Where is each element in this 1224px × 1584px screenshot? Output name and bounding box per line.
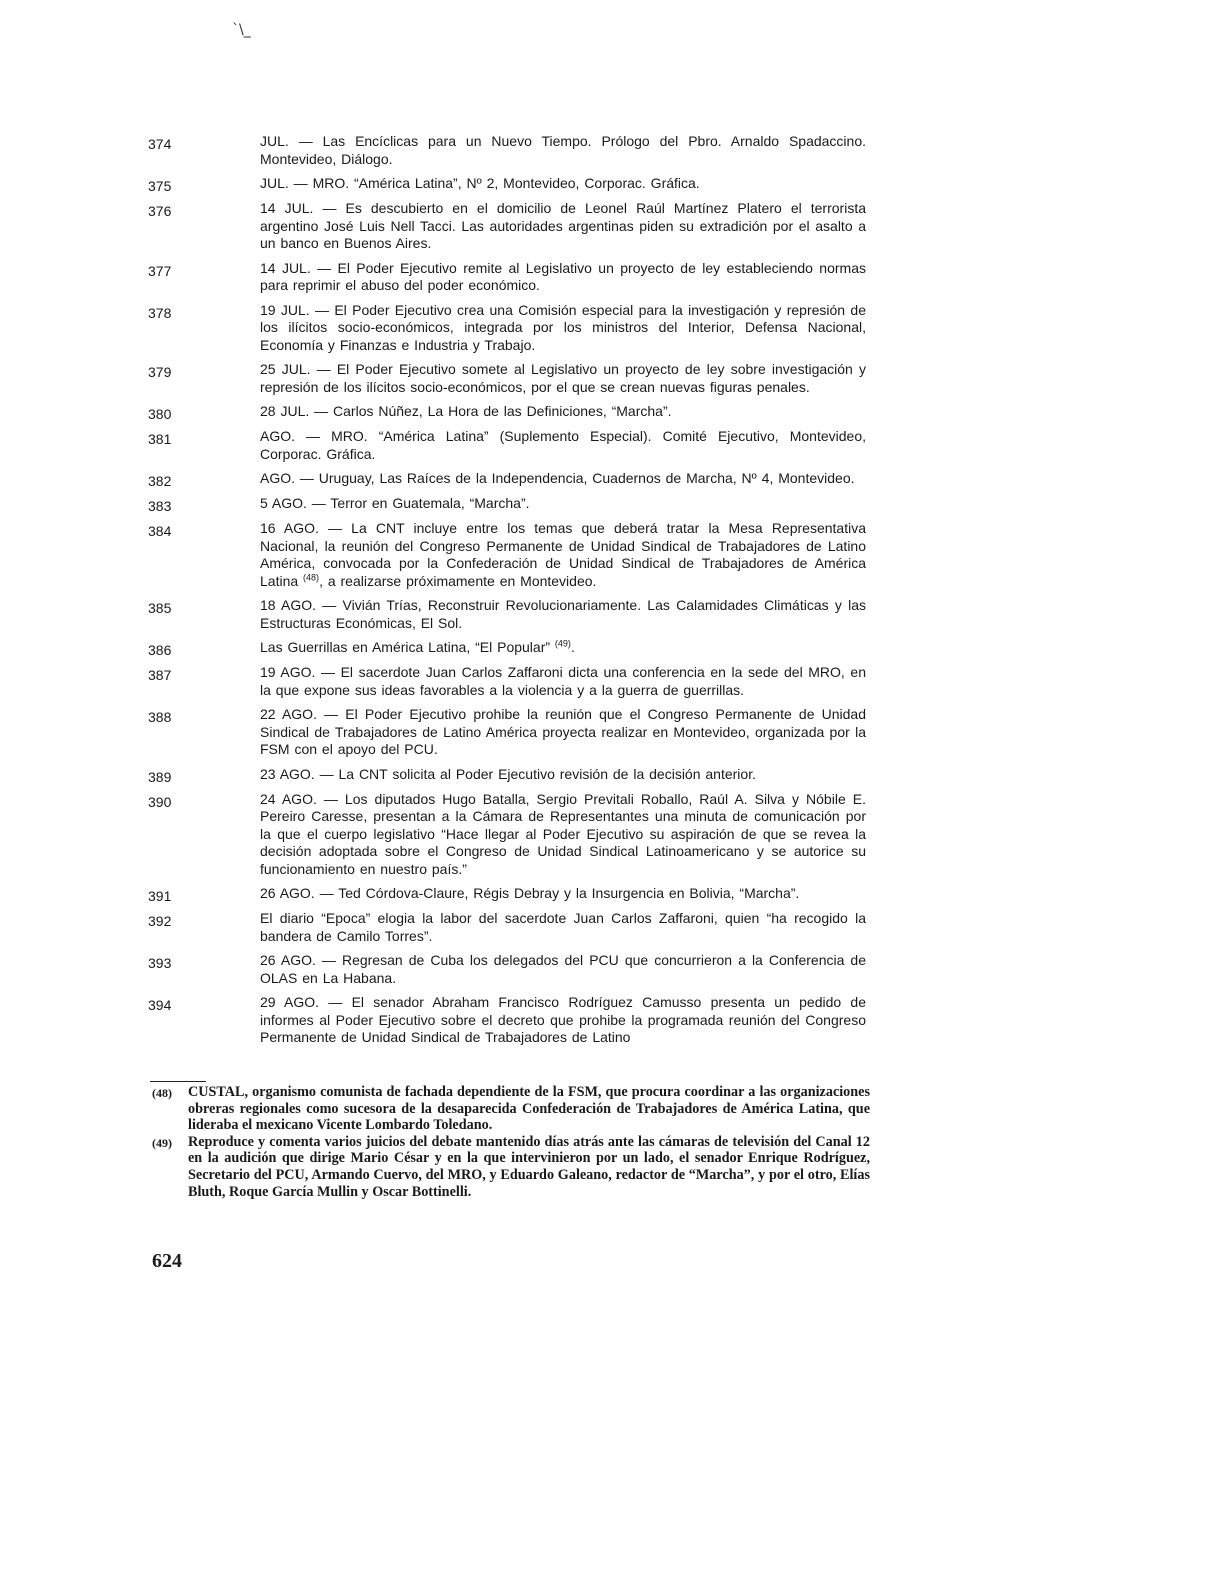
entry-text-main: 22 AGO. — El Poder Ejecutivo prohibe la reunión que el Congreso Permanente de Unidad Sindical de Trabajadores de Latino América proyecta realizar en Montevideo, organizada por la FSM con el apoyo del PCU. <box>260 706 866 757</box>
chronology-entry <box>0 302 1224 355</box>
entry-text <box>260 470 866 488</box>
chronology-entry <box>0 495 1224 513</box>
entry-number: 375 <box>148 178 172 194</box>
entry-text <box>260 885 866 903</box>
chronology-entry <box>0 952 1224 987</box>
entry-text <box>260 133 866 168</box>
entry-text-main: 14 JUL. — El Poder Ejecutivo remite al Legislativo un proyecto de ley estableciendo normas para reprimir el abuso del poder económico. <box>260 259 866 293</box>
entry-text <box>260 910 866 945</box>
entry-text <box>260 664 866 699</box>
entry-text-main: Las Guerrillas en América Latina, “El Popular” <box>260 639 551 655</box>
entry-number: 377 <box>148 262 172 279</box>
chronology-entry <box>0 791 1224 879</box>
entry-text-main: 5 AGO. — Terror en Guatemala, “Marcha”. <box>260 495 530 511</box>
entry-text <box>260 994 866 1047</box>
entry-number: 390 <box>148 793 172 810</box>
entry-text-main: JUL. — Las Encíclicas para un Nuevo Tiempo. Prólogo del Pbro. Arnaldo Spadaccino. Montevideo, Diálogo. <box>260 133 866 167</box>
entry-text <box>260 200 866 253</box>
entry-text-main: AGO. — Uruguay, Las Raíces de la Independencia, Cuadernos de Marcha, Nº 4, Montevideo. <box>260 470 855 486</box>
page-number: 624 <box>152 1250 182 1272</box>
chronology-entry <box>0 706 1224 759</box>
entry-text-main: 18 AGO. — Vivián Trías, Reconstruir Revolucionariamente. Las Calamidades Climáticas y las Estructuras Económicas, El Sol. <box>260 597 866 631</box>
entry-number: 385 <box>148 600 172 616</box>
entry-number: 394 <box>148 997 172 1013</box>
chronology-entry <box>0 470 1224 488</box>
entry-text-main: 14 JUL. — Es descubierto en el domicilio de Leonel Raúl Martínez Platero el terrorista argentino José Luis Nell Tacci. Las autoridades argentinas piden su extradición por el asalto a un banco en Buenos Aires. <box>260 200 866 251</box>
chronology-entry <box>0 175 1224 193</box>
entry-text <box>260 791 866 879</box>
entry-text <box>260 952 866 987</box>
entry-text <box>260 706 866 759</box>
chronology-entry <box>0 766 1224 784</box>
footnote-text: CUSTAL, organismo comunista de fachada dependiente de la FSM, que procura coordinar a las organizaciones obreras regionales como sucesora de la desaparecida Confederación de Trabajadores de América Latina, que lideraba el mexicano Vicente Lombardo Toledano. <box>188 1084 870 1134</box>
entry-text-main: 29 AGO. — El senador Abraham Francisco Rodríguez Camusso presenta un pedido de informes al Poder Ejecutivo sobre el decreto que prohibe la programada reunión del Congreso Permanente de Unidad Sindical de Trabajadores de Latino <box>260 994 866 1045</box>
chronology-entry <box>0 133 1224 168</box>
footnotes <box>152 1084 870 1200</box>
entry-text-main: 28 JUL. — Carlos Núñez, La Hora de las Definiciones, “Marcha”. <box>260 403 672 419</box>
entry-text-main: 16 AGO. — La CNT incluye entre los temas que deberá tratar la Mesa Representativa Nacional, la reunión del Congreso Permanente de Unidad Sindical de Trabajadores de Latino América, convocada por la Confederación de Unidad Sindical de Trabajadores de América Latina <box>260 520 866 589</box>
entry-text-main: 23 AGO. — La CNT solicita al Poder Ejecutivo revisión de la decisión anterior. <box>260 765 756 782</box>
entry-text-continuation: , a realizarse próximamente en Montevideo. <box>319 572 597 589</box>
entry-number: 376 <box>148 203 172 219</box>
entry-number: 380 <box>148 406 172 422</box>
entry-number: 381 <box>148 431 172 447</box>
footnote <box>152 1084 870 1134</box>
entry-text-main: 26 AGO. — Regresan de Cuba los delegados del PCU que concurrieron a la Conferencia de OLAS en La Habana. <box>260 952 866 986</box>
entry-text-main: JUL. — MRO. “América Latina”, Nº 2, Montevideo, Corporac. Gráfica. <box>260 175 700 191</box>
entry-number: 378 <box>148 304 172 321</box>
entry-text <box>260 175 866 193</box>
footnote-number: (48) <box>152 1086 172 1100</box>
entry-text-main: El diario “Epoca” elogia la labor del sacerdote Juan Carlos Zaffaroni, quien “ha recogido la bandera de Camilo Torres”. <box>260 910 866 944</box>
entry-number: 383 <box>148 498 172 514</box>
footnote-number: (49) <box>152 1135 172 1150</box>
scan-mark: ˋ\_ <box>232 22 251 38</box>
entry-text-main: 24 AGO. — Los diputados Hugo Batalla, Sergio Previtali Roballo, Raúl A. Silva y Nóbile E. Pereiro Caresse, presentan a la Cámara de Representantes una minuta de comunicación por la que el cuerpo legislativo “Hace llegar al Poder Ejecutivo su aspiración de que se revea la decisión adoptada sobre el Congreso de Unidad Sindical Latinoamericano y se autorice su funcionamiento en nuestro país.” <box>260 790 866 877</box>
entry-text-main: 19 JUL. — El Poder Ejecutivo crea una Comisión especial para la investigación y represión de los ilícitos socio-económicos, integrada por los ministros del Interior, Defensa Nacional, Economía y Finanzas e Industria y Trabajo. <box>260 301 866 353</box>
entry-text <box>260 766 866 784</box>
entry-text <box>260 520 866 590</box>
chronology-entry <box>0 361 1224 396</box>
entry-text-main: 26 AGO. — Ted Córdova-Claure, Régis Debray y la Insurgencia en Bolivia, “Marcha”. <box>260 885 800 901</box>
entry-text-main: AGO. — MRO. “América Latina” (Suplemento Especial). Comité Ejecutivo, Montevideo, Corporac. Gráfica. <box>260 428 866 462</box>
chronology-entry <box>0 994 1224 1047</box>
chronology-entry <box>0 910 1224 945</box>
entry-text-main: 25 JUL. — El Poder Ejecutivo somete al Legislativo un proyecto de ley sobre investigación y represión de los ilícitos socio-económicos, por el que se crean nuevas figuras penales. <box>260 361 866 395</box>
entry-text-main: 19 AGO. — El sacerdote Juan Carlos Zaffaroni dicta una conferencia en la sede del MRO, en la que expone sus ideas favorables a la violencia y a la guerra de guerrillas. <box>260 664 866 698</box>
entry-text <box>260 639 866 657</box>
chronology-entry <box>0 428 1224 463</box>
chronology-entry <box>0 597 1224 632</box>
entry-text <box>260 597 866 632</box>
entry-number: 393 <box>148 955 172 971</box>
entry-number: 392 <box>148 913 172 929</box>
chronology-entry <box>0 403 1224 421</box>
entry-number: 387 <box>148 667 172 683</box>
footnote-text: Reproduce y comenta varios juicios del debate mantenido días atrás ante las cámaras de televisión del Canal 12 en la audición que dirige Mario César y en la que intervinieron por un lado, el senador Enrique Rodríguez, Secretario del PCU, Armando Cuervo, del MRO, y Eduardo Galeano, redactor de “Marcha”, y por el otro, Elías Bluth, Roque García Mullin y Oscar Bottinelli. <box>188 1133 870 1200</box>
footnote-divider <box>150 1081 206 1082</box>
entry-text <box>260 302 866 355</box>
entry-number: 386 <box>148 642 172 658</box>
entry-number: 388 <box>148 709 172 725</box>
entry-text <box>260 260 866 295</box>
footnote-reference: (49) <box>554 638 571 649</box>
chronology-entry <box>0 664 1224 699</box>
footnote-reference: (48) <box>303 571 320 582</box>
chronology-entry <box>0 639 1224 657</box>
chronology-entry <box>0 885 1224 903</box>
entry-number: 382 <box>148 473 172 489</box>
entry-number: 379 <box>148 364 172 380</box>
entry-number: 384 <box>148 523 172 539</box>
chronology-entry <box>0 520 1224 590</box>
chronology-list <box>0 133 1224 1054</box>
entry-text-continuation: . <box>570 639 575 655</box>
entry-text <box>260 361 866 396</box>
entry-number: 374 <box>148 136 172 152</box>
entry-text <box>260 403 866 421</box>
chronology-entry <box>0 260 1224 295</box>
footnote <box>152 1134 870 1200</box>
chronology-entry <box>0 200 1224 253</box>
entry-number: 391 <box>148 888 172 904</box>
entry-text <box>260 495 866 513</box>
entry-number: 389 <box>148 768 172 785</box>
entry-text <box>260 428 866 463</box>
